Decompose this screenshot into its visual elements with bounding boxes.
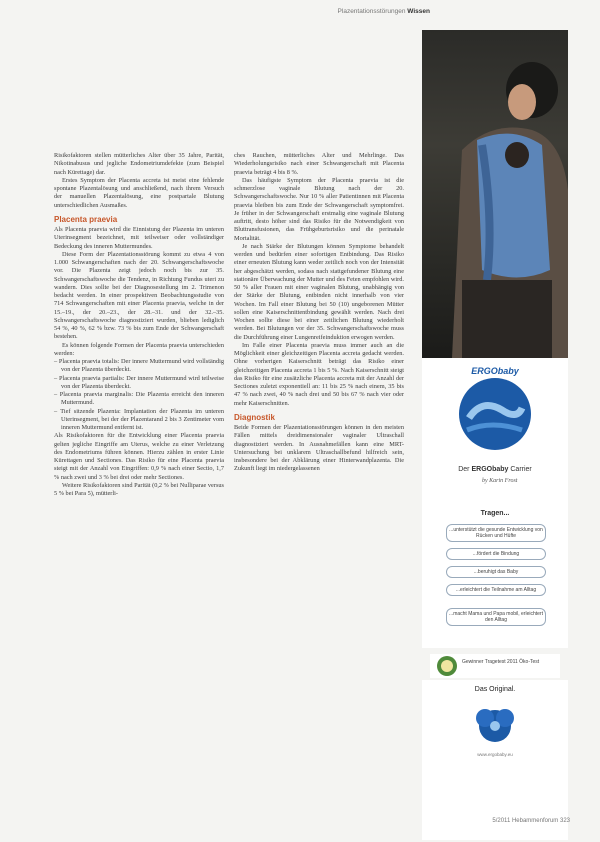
- paragraph: Es können folgende Formen der Placenta praevia unterschieden werden:: [54, 341, 224, 357]
- section-heading-diagnostik: Diagnostik: [234, 412, 275, 422]
- text-column-2: [234, 152, 404, 474]
- list-item: – Tief sitzende Plazenta: Implantation der Plazenta im unteren Uterinsegment, bei der der Plazentarand 2 bis 3 Zentimeter vom inneren Muttermund entfernt ist.: [54, 408, 224, 433]
- paragraph: Beide Formen der Plazentationsstörungen können in den meisten Fällen mittels dreidimensionaler vaginaler Ultraschall diagnostiziert werden. In Ausnahmefällen kann eine MRT-Untersuchung bei unklarem Ultraschallbefund hilfreich sein, insbesondere bei der Abklärung einer Hinterwandplazenta. Die Zukunft liegt im niedergelassenen: [234, 424, 404, 473]
- list-item: – Placenta praevia marginalis: Die Plazenta erreicht den inneren Muttermund.: [54, 391, 224, 408]
- ad-tragen-heading: Tragen...: [480, 510, 510, 517]
- footer-issue: 5/2011: [492, 818, 511, 824]
- ad-award-badge: [430, 654, 560, 678]
- page-footer: [460, 818, 570, 824]
- ad-benefit-pill: ...fördert die Bindung: [446, 548, 546, 560]
- paragraph: Risikofaktoren stellen mütterliches Alter über 35 Jahre, Parität, Nikotinabusus und jegliche Endometriumdefekte (zum Beispiel nach Kürettage) dar.: [54, 152, 224, 176]
- award-seal-icon: [436, 655, 458, 677]
- header-section: Plazentationsstörungen: [337, 8, 406, 15]
- running-header: [270, 8, 430, 15]
- list-item: – Placenta praevia partialis: Der innere Muttermund wird teilweise von der Plazenta überdeckt.: [54, 375, 224, 392]
- ad-bottom: [422, 680, 568, 840]
- ad-photo-mother-with-carrier: [422, 30, 568, 358]
- mother-carrier-illustration: [422, 30, 568, 358]
- list-item: – Placenta praevia totalis: Der innere Muttermund wird vollständig von der Plazenta überdeckt.: [54, 358, 224, 375]
- section-heading-placenta-praevia: Placenta praevia: [54, 214, 118, 224]
- paragraph: Im Falle einer Placenta praevia muss immer auch an die Möglichkeit einer gleichzeitigen Placenta accreta gedacht werden. Ohne vorherigen Kaiserschnitt beträgt das Risiko einer gleichzeitigen Placenta accreta 1 bis 5 %. Nach Kaiserschnitt steigt das Risiko für eine zusätzliche Placenta accreta mit der Anzahl der Sectiones zuletzt exponentiell an: 11 bis 25 % nach einem, 35 bis 47 % nach zwei, 40 % nach drei und 50 bis 67 % nach vier oder mehr Kaiserschnitten.: [234, 341, 404, 407]
- paragraph: Als Placenta praevia wird die Einnistung der Plazenta im unteren Uterinsegment bezeichnet, mit teilweiser oder vollständiger Bedeckung des inneren Muttermundes.: [54, 226, 224, 250]
- ad-benefit-pill: ...beruhigt das Baby: [446, 566, 546, 578]
- paragraph: Je nach Stärke der Blutungen können Symptome behandelt werden und bedürfen einer sofortigen Entbindung. Das Risiko einer erneuten Blutung kann weder zeitlich noch von der Intensität her abgeschätzt werden, sodass nach stattgefundener Blutung eine stationäre Überwachung der Mutter und des Feten empfohlen wird. 50 % aller Frauen mit einer vaginalen Blutung, unabhängig von der Stärke der Blutung, entbinden nicht innerhalb von vier Wochen. Im Fall einer Blutung bei 50 (10) ungeborenen Mütter sollen eine Kaiserschnittentbindung gewählt werden. Nach drei Wochen sollte diese bei einer zeitlichen Blutung wiederholt werden. Bei Blutungen vor der 35. Schwangerschaftswoche muss die Durchführung einer Lungenreifeinduktion erwogen werden.: [234, 242, 404, 341]
- ad-benefit-pill: ...unterstützt die gesunde Entwicklung von Rücken und Hüfte: [446, 524, 546, 542]
- paragraph: Das häufigste Symptom der Placenta praevia ist die schmerzlose vaginale Blutung nach der 20. Schwangerschaftswoche. Nur 10 % aller Patientinnen mit Placenta praevia bleiben bis zum Ende der Schwangerschaft symptomfrei. Je früher in der Schwangerschaft erstmalig eine vaginale Blutung auftritt, desto höher sind das Risiko für die Notwendigkeit von Bluttransfusionen, das Frühgeburtsrisiko und die perinatale Mortalität.: [234, 176, 404, 242]
- ad-brand-name: ERGObaby: [471, 466, 509, 473]
- ad-benefit-pill: ...macht Mama und Papa mobil, erleichtert den Alltag: [446, 608, 546, 626]
- paragraph: Erstes Symptom der Placenta accreta ist meist eine fehlende spontane Plazentalösung und anschließend, nach ihrem Versuch der manuellen Plazentalösung, eine postpartale Blutung unterschiedlichen Ausmaßes.: [54, 176, 224, 209]
- ad-original-text: Das Original.: [474, 686, 516, 693]
- ad-url: www.ergobaby.eu: [477, 752, 513, 757]
- paragraph: Weitere Risikofaktoren sind Parität (0,2 % bei Nulliparae versus 5 % bei Para 5), mütterli-: [54, 481, 224, 497]
- flower-icon: [465, 702, 525, 750]
- praevia-forms-list: [54, 358, 224, 432]
- ad-headline: Der ERGObaby Carrier: [458, 466, 532, 473]
- ergobaby-logo-text: ERGObaby: [471, 366, 519, 376]
- ad-signature: by Karin Frost: [482, 478, 518, 484]
- paragraph: Als Risikofaktoren für die Entwicklung einer Placenta praevia gelten jegliche Eingriffe am Uterus, welche zu einer Verletzung des Endometriums führen können. Hierzu zählen in erster Linie Kürettagen und Sectiones. Das Risiko für eine Placenta praevia steigt mit der Anzahl von Eingriffen: 0,9 % nach einer Sectio, 1,7 % nach zwei und 3 % bei drei oder mehr Sectiones.: [54, 432, 224, 481]
- award-text: Gewinner Tragetest 2011 Öko-Test: [462, 659, 540, 665]
- footer-magazine: Hebammenforum: [511, 818, 559, 824]
- text-column-1: [54, 152, 224, 498]
- ad-benefit-pill: ...erleichtert die Teilnahme am Alltag: [446, 584, 546, 596]
- page-number: 323: [559, 818, 570, 824]
- paragraph: Diese Form der Plazentationsstörung kommt zu etwa 4 von 1.000 Schwangerschaften nach der 20. Schwangerschaftswoche vor. Die Plazenta zeigt jedoch noch bis zur 35. Schwangerschaftswoche die Tendenz, in Richtung Fundus uteri zu wandern. Dies sollte bei der Diagnosestellung im 2. Trimenon bedacht werden. In einer prospektiven Beobachtungsstudie von 714 Schwangerschaften mit einer Placenta praevia, welche in der 15.–19., der 20.–23., der 28.–31. und der 32.–35. Schwangerschaftswoche diagnostiziert wurden, blieben lediglich 54 %, 40 %, 62 % bzw. 73 % bis zum Ende der Schwangerschaft bestehen.: [54, 250, 224, 341]
- ergobaby-ad: [422, 358, 568, 648]
- header-category: Wissen: [407, 8, 430, 15]
- paragraph: ches Rauchen, mütterliches Alter und Mehrlinge. Das Wiederholungsrisiko nach einer Schwangerschaft mit Placenta praevia beträgt 4 bis 8 %.: [234, 152, 404, 176]
